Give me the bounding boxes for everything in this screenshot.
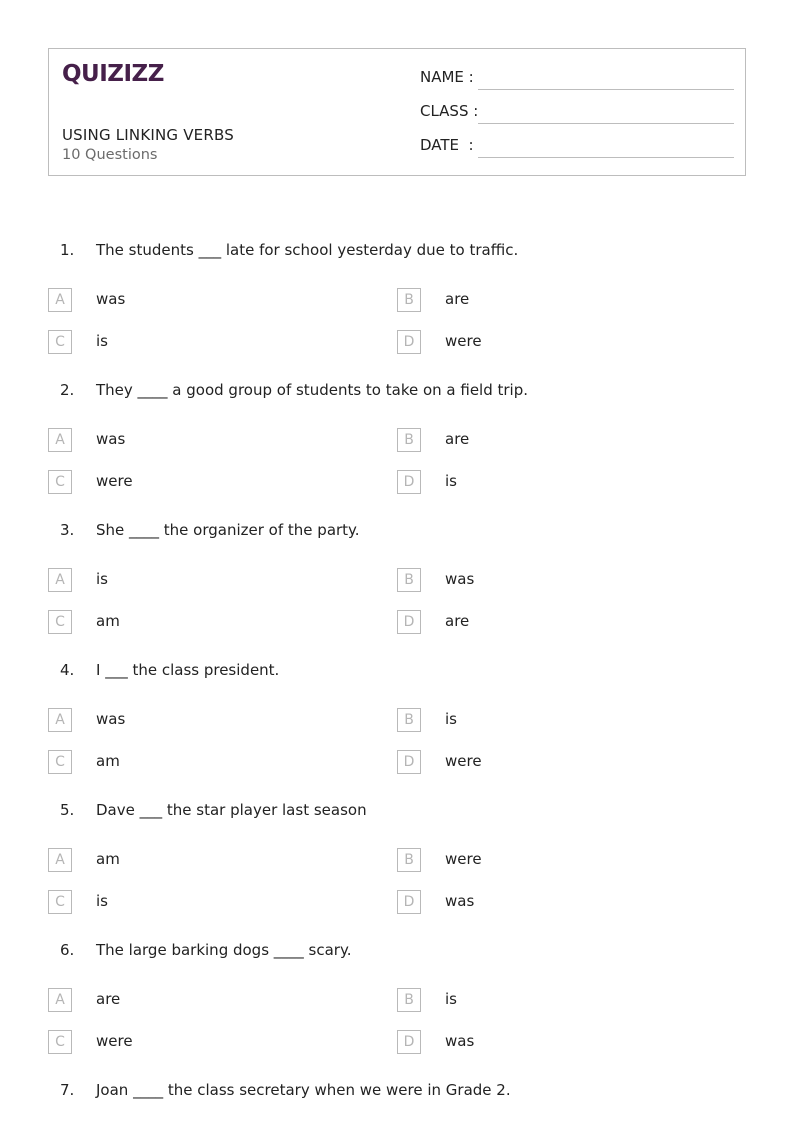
worksheet-header — [48, 48, 746, 176]
option-text: were — [96, 472, 133, 490]
question-number: 1. — [60, 241, 75, 259]
option-text: was — [96, 430, 126, 448]
option-text: is — [96, 570, 108, 588]
option-text: were — [445, 850, 482, 868]
option-text: are — [445, 612, 470, 630]
option-letter-box[interactable]: B — [397, 428, 421, 452]
option-letter-box[interactable]: C — [48, 610, 72, 634]
question-text: The students ___ late for school yesterday due to traffic. — [96, 241, 519, 259]
question-number: 7. — [60, 1081, 75, 1099]
option-letter-box[interactable]: B — [397, 988, 421, 1012]
option-letter-box[interactable]: A — [48, 988, 72, 1012]
option-letter-box[interactable]: D — [397, 330, 421, 354]
option-text: was — [445, 570, 475, 588]
option-letter-box[interactable]: A — [48, 428, 72, 452]
question-text: They ____ a good group of students to take on a field trip. — [96, 381, 529, 399]
option-letter-box[interactable]: C — [48, 1030, 72, 1054]
question-number: 4. — [60, 661, 75, 679]
option-letter-box[interactable]: C — [48, 750, 72, 774]
option-letter-box[interactable]: B — [397, 568, 421, 592]
option-text: is — [445, 472, 457, 490]
name-line[interactable] — [478, 89, 734, 90]
question-number: 5. — [60, 801, 75, 819]
option-letter-box[interactable]: D — [397, 470, 421, 494]
option-letter-box[interactable]: D — [397, 750, 421, 774]
option-letter-box[interactable]: B — [397, 848, 421, 872]
option-text: is — [445, 710, 457, 728]
option-letter-box[interactable]: A — [48, 568, 72, 592]
option-text: were — [445, 752, 482, 770]
option-letter-box[interactable]: A — [48, 708, 72, 732]
option-text: are — [445, 430, 470, 448]
option-letter-box[interactable]: D — [397, 890, 421, 914]
option-text: am — [96, 850, 120, 868]
option-letter-box[interactable]: B — [397, 288, 421, 312]
class-label: CLASS : — [420, 102, 479, 120]
question-text: I ___ the class president. — [96, 661, 280, 679]
option-text: are — [96, 990, 121, 1008]
question-number: 2. — [60, 381, 75, 399]
option-letter-box[interactable]: C — [48, 470, 72, 494]
option-text: was — [445, 892, 475, 910]
question-text: The large barking dogs ____ scary. — [96, 941, 352, 959]
class-line[interactable] — [478, 123, 734, 124]
name-label: NAME : — [420, 68, 474, 86]
option-letter-box[interactable]: D — [397, 1030, 421, 1054]
option-text: am — [96, 612, 120, 630]
option-text: was — [96, 710, 126, 728]
option-text: is — [96, 332, 108, 350]
option-text: were — [445, 332, 482, 350]
option-letter-box[interactable]: B — [397, 708, 421, 732]
date-label: DATE : — [420, 136, 474, 154]
date-line[interactable] — [478, 157, 734, 158]
question-count: 10 Questions — [62, 147, 158, 163]
question-text: Joan ____ the class secretary when we were in Grade 2. — [96, 1081, 511, 1099]
option-text: is — [445, 990, 457, 1008]
option-letter-box[interactable]: D — [397, 610, 421, 634]
option-letter-box[interactable]: A — [48, 848, 72, 872]
option-text: was — [445, 1032, 475, 1050]
question-number: 3. — [60, 521, 75, 539]
option-text: was — [96, 290, 126, 308]
worksheet-title: USING LINKING VERBS — [62, 126, 234, 144]
option-text: am — [96, 752, 120, 770]
option-letter-box[interactable]: A — [48, 288, 72, 312]
option-text: were — [96, 1032, 133, 1050]
question-text: She ____ the organizer of the party. — [96, 521, 360, 539]
option-text: are — [445, 290, 470, 308]
option-letter-box[interactable]: C — [48, 330, 72, 354]
question-text: Dave ___ the star player last season — [96, 801, 367, 819]
option-text: is — [96, 892, 108, 910]
question-number: 6. — [60, 941, 75, 959]
quizizz-logo: QUIZIZZ — [62, 61, 164, 87]
option-letter-box[interactable]: C — [48, 890, 72, 914]
